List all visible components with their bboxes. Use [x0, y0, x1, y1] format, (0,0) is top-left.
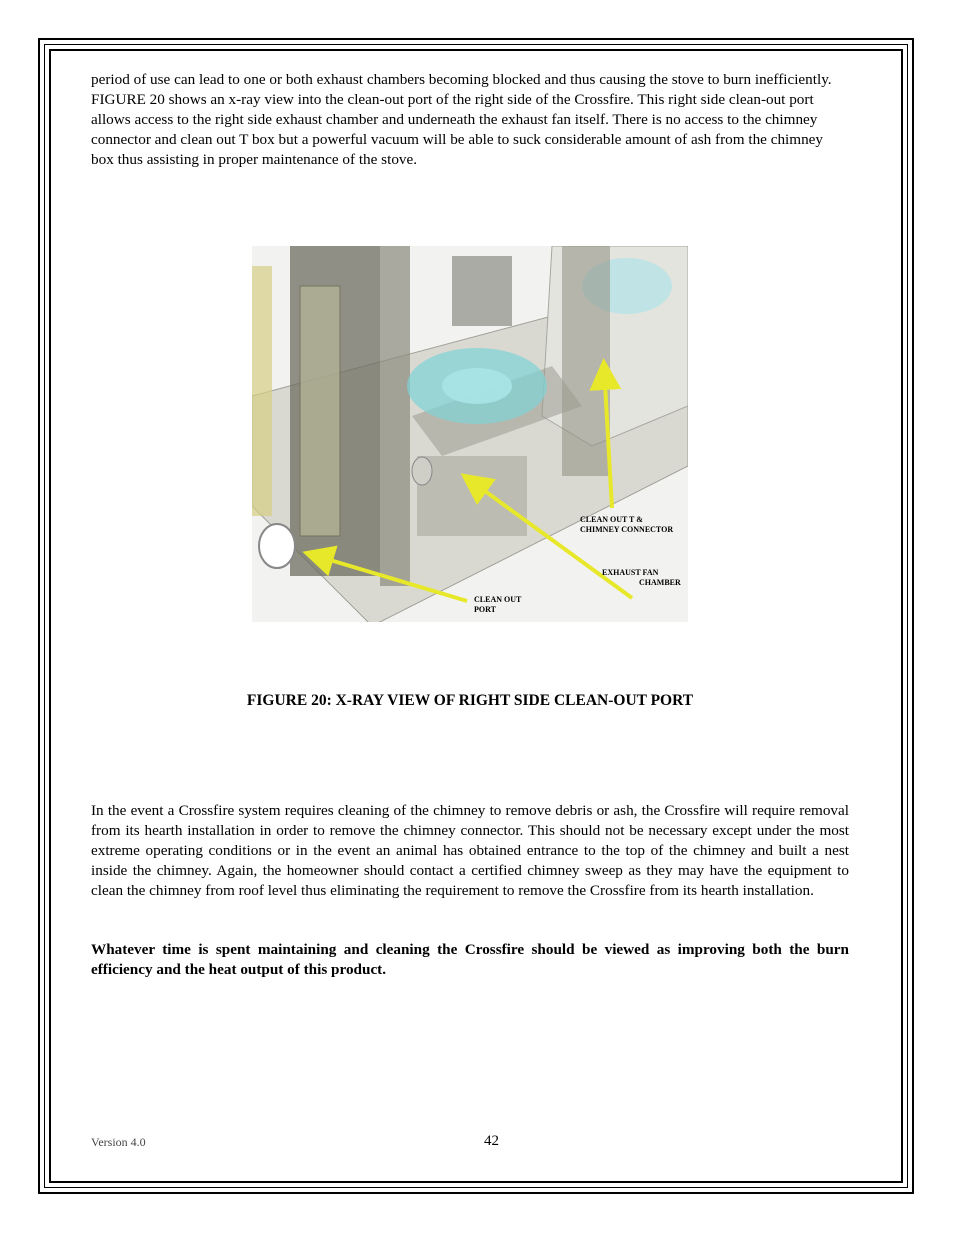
label-exhaust-fan-line2: CHAMBER	[639, 578, 681, 587]
yellow-side-strip	[252, 266, 272, 516]
fan-motor	[452, 256, 512, 326]
exhaust-chamber-body	[417, 456, 527, 536]
exhaust-fan-hub	[442, 368, 512, 404]
footer-version: Version 4.0	[91, 1135, 146, 1149]
label-clean-out-t-line2: CHIMNEY CONNECTOR	[580, 525, 674, 534]
intro-paragraph: period of use can lead to one or both exhaust chambers becoming blocked and thus causing the stove to burn inefficiently. FIGURE 20 shows an x-ray view into the clean-out port of the right side of the Crossfire. This right side clean-out port allows access to the right side exhaust chamber and underneath the exhaust fan itself. There is no access to the chimney connector and clean out T box but a powerful vacuum will be able to suck considerable amount of ash from the chimney box thus assisting in proper maintenance of the stove.	[91, 71, 832, 168]
xray-clean-out-figure	[252, 246, 688, 622]
slotted-panel	[300, 286, 340, 536]
figure-caption: FIGURE 20: X-RAY VIEW OF RIGHT SIDE CLEAN-OUT PORT	[246, 692, 694, 709]
round-port	[412, 457, 432, 485]
chimney-cleaning-paragraph: In the event a Crossfire system requires cleaning of the chimney to remove debris or ash, the Crossfire will require removal from its hearth installation in order to remove the chimney connector. This should not be necessary except under the most extreme operating conditions or in the event an animal has obtained entrance to the top of the chimney and built a nest inside the chimney. Again, the homeowner should contact a certified chimney sweep as they may have the equipment to clean the chimney from roof level thus eliminating the requirement to remove the Crossfire from its hearth installation.	[91, 802, 849, 899]
page-number: 42	[484, 1133, 499, 1149]
closing-bold-paragraph: Whatever time is spent maintaining and cleaning the Crossfire should be viewed as improving both the burn efficiency and the heat output of this product.	[91, 941, 849, 978]
label-clean-out-port-line2: PORT	[474, 605, 496, 614]
label-clean-out-port-line1: CLEAN OUT	[474, 595, 522, 604]
side-panel-edge	[380, 246, 410, 586]
chimney-connector	[562, 246, 610, 476]
clean-out-port-opening	[259, 524, 295, 568]
label-clean-out-t-line1: CLEAN OUT T &	[580, 515, 643, 524]
label-exhaust-fan-line1: EXHAUST FAN	[602, 568, 659, 577]
